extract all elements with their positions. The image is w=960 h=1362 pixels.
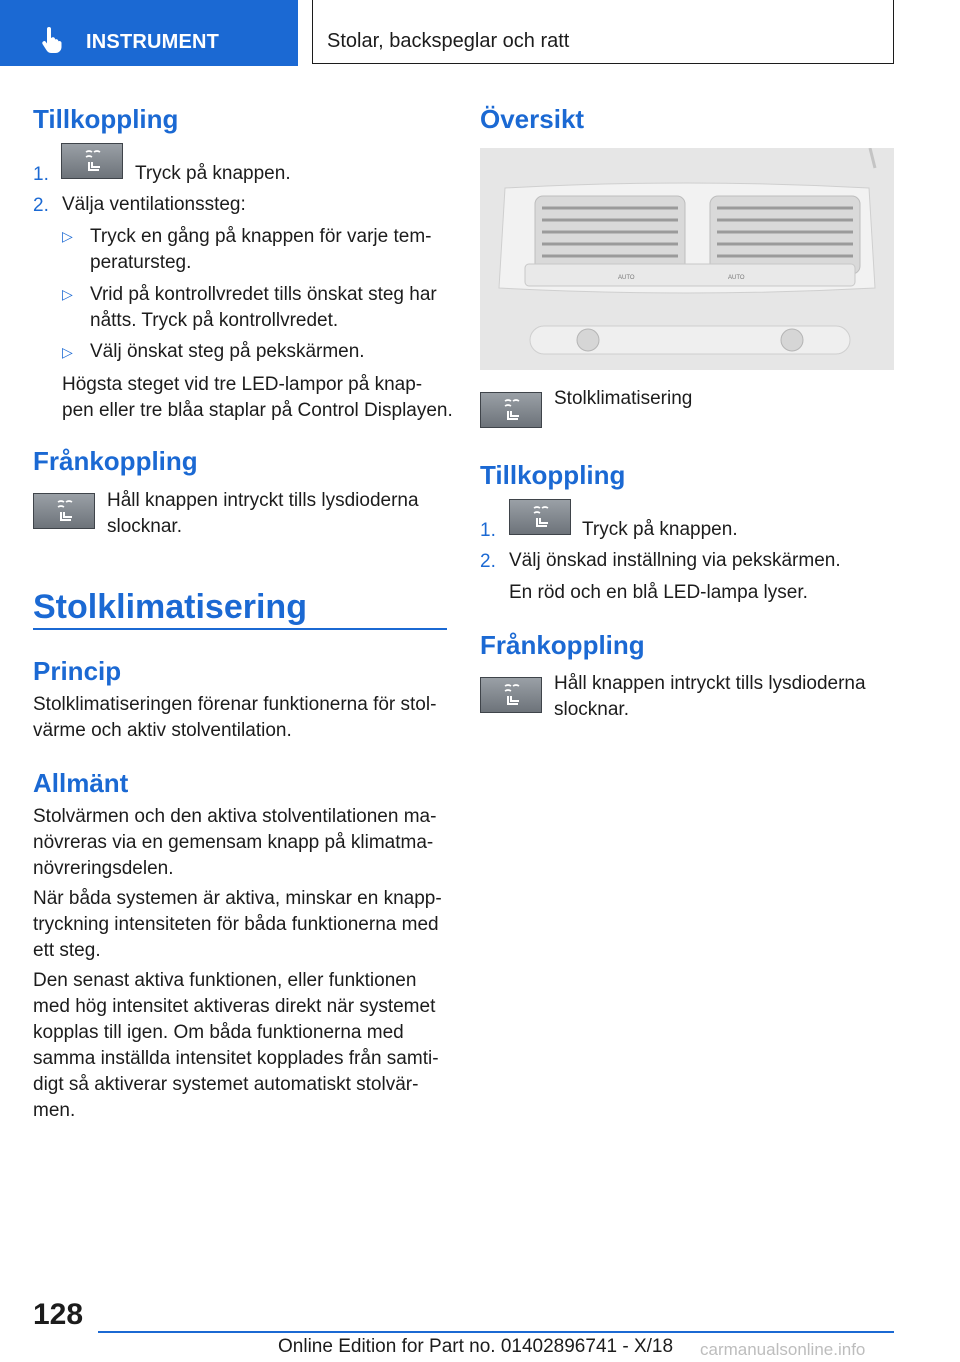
step-number: 2.	[33, 195, 49, 216]
heading-tillkoppling-right: Tillkoppling	[480, 460, 626, 490]
paragraph-line: tryckning intensiteten för båda funktionerna med	[33, 914, 439, 935]
seat-ventilation-icon	[531, 504, 551, 530]
paragraph-line: Håll knappen intryckt tills lysdioderna	[107, 490, 419, 511]
bullet-text: Välj önskat steg på pekskärmen.	[90, 341, 365, 362]
heading-underline	[33, 628, 447, 630]
paragraph-line: növreringsdelen.	[33, 858, 174, 879]
photo-auto-label: AUTO	[728, 275, 745, 281]
chapter-header	[312, 0, 894, 64]
paragraph-line: növreras via en gemensam knapp på klimatma-	[33, 832, 434, 853]
paragraph-line: Stolklimatiseringen förenar funktionerna för stol-	[33, 694, 437, 715]
note-text: pen eller tre blåa staplar på Control Displayen.	[62, 400, 453, 421]
paragraph-line: slocknar.	[107, 516, 182, 537]
paragraph-line: Håll knappen intryckt tills lysdioderna	[554, 673, 866, 694]
triangle-bullet-icon: ▷	[62, 344, 73, 360]
note-text: En röd och en blå LED-lampa lyser.	[509, 582, 808, 603]
paragraph-line: Den senast aktiva funktionen, eller funktionen	[33, 970, 417, 991]
edition-text: Online Edition for Part no. 01402896741 - X/18	[278, 1336, 674, 1357]
watermark: carmanualsonline.info	[700, 1340, 866, 1359]
page-number: 128	[33, 1298, 84, 1331]
paragraph-line: slocknar.	[554, 699, 629, 720]
climate-panel-photo	[480, 148, 894, 370]
bullet-text: Tryck en gång på knappen för varje tem-	[90, 226, 432, 247]
footer-rule	[98, 1331, 894, 1333]
caption-text: Stolklimatisering	[554, 388, 693, 409]
hand-pointer-icon	[38, 26, 66, 54]
paragraph-line: ett steg.	[33, 940, 101, 961]
triangle-bullet-icon: ▷	[62, 228, 73, 244]
step-number: 1.	[33, 164, 49, 185]
section-tab[interactable]	[0, 0, 298, 66]
step-text: Tryck på knappen.	[582, 519, 738, 540]
section-label: INSTRUMENT	[86, 31, 220, 53]
heading-frankoppling: Frånkoppling	[33, 446, 198, 476]
heading-stolklimatisering: Stolklimatisering	[33, 588, 307, 626]
step-number: 1.	[480, 520, 496, 541]
note-text: Högsta steget vid tre LED-lampor på knap-	[62, 374, 423, 395]
step-text: Välja ventilationssteg:	[62, 194, 246, 215]
climate-panel-illustration	[480, 148, 894, 370]
chapter-title: Stolar, backspeglar och ratt	[327, 30, 570, 52]
bullet-text: nåtts. Tryck på kontrollvredet.	[90, 310, 339, 331]
paragraph-line: När båda systemen är aktiva, minskar en knapp-	[33, 888, 442, 909]
step-text: Tryck på knappen.	[135, 163, 291, 184]
paragraph-line: med hög intensitet aktiveras direkt när systemet	[33, 996, 436, 1017]
step-text: Välj önskad inställning via pekskärmen.	[509, 550, 841, 571]
heading-allmant: Allmänt	[33, 768, 129, 798]
paragraph-line: värme och aktiv stolventilation.	[33, 720, 292, 741]
bullet-text: Vrid på kontrollvredet tills önskat steg har	[90, 284, 437, 305]
heading-princip: Princip	[33, 656, 122, 686]
paragraph-line: men.	[33, 1100, 76, 1121]
paragraph-line: Stolvärmen och den aktiva stolventilationen ma-	[33, 806, 437, 827]
triangle-bullet-icon: ▷	[62, 286, 73, 302]
seat-ventilation-icon	[83, 148, 103, 174]
heading-frankoppling-right: Frånkoppling	[480, 630, 645, 660]
paragraph-line: kopplas till igen. Om båda funktionerna med	[33, 1022, 404, 1043]
bullet-text: peratursteg.	[90, 252, 192, 273]
seat-ventilation-icon	[55, 498, 75, 524]
seat-ventilation-icon	[502, 682, 522, 708]
heading-tillkoppling: Tillkoppling	[33, 104, 179, 134]
seat-climate-button-image	[33, 493, 95, 529]
paragraph-line: digt så aktiverar systemet automatiskt stolvär-	[33, 1074, 419, 1095]
heading-oversikt: Översikt	[480, 104, 585, 134]
seat-climate-button-image	[509, 499, 571, 535]
paragraph-line: samma inställda intensitet kopplades från samti-	[33, 1048, 439, 1069]
seat-climate-button-image	[480, 677, 542, 713]
photo-auto-label: AUTO	[618, 275, 635, 281]
seat-ventilation-icon	[502, 397, 522, 423]
seat-climate-button-image	[61, 143, 123, 179]
step-number: 2.	[480, 551, 496, 572]
seat-climate-button-image	[480, 392, 542, 428]
